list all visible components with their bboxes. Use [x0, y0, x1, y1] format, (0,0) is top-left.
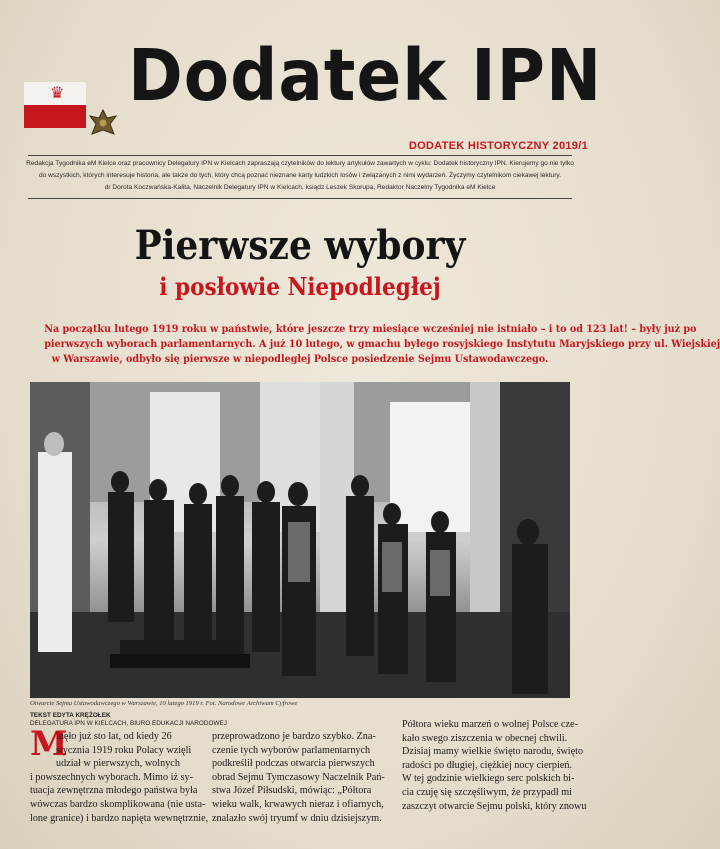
- lead-line: pierwszych wyborach parlamentarnych. A już 10 lutego, w gmachu byłego rosyjskiego Instytutu Maryjskiego przy ul. Wiejskiej: [44, 338, 720, 350]
- photo-caption: Otwarcie Sejmu Ustawodawczego w Warszawie, 10 lutego 1919 r. Fot. Narodowe Archiwum Cyfrowe: [30, 700, 298, 707]
- text-line: zaszczyt otwarcie Sejmu polski, który znowu: [402, 800, 587, 812]
- parliament-opening-photo: [30, 382, 570, 698]
- article-title: Pierwsze wybory: [134, 222, 466, 269]
- text-line: obrad Sejmu Tymczasowy Naczelnik Pań-: [212, 771, 385, 783]
- divider: [28, 155, 572, 156]
- text-line: czenie tych wyborów parlamentarnych: [212, 744, 371, 756]
- text-line: kało swego ziszczenia w obecnej chwili.: [402, 732, 568, 744]
- byline-author: TEKST EDYTA KRĘŻOŁEK: [30, 712, 111, 719]
- article-column-3: [402, 718, 587, 813]
- text-line: W tej godzinie wielkiego serc polskich bi-: [402, 773, 575, 785]
- text-line: lone granice) i bardzo napięta wewnętrznie,: [30, 812, 209, 824]
- eagle-emblem-icon: ♛: [50, 83, 65, 102]
- lead-line: w Warszawie, odbyło się pierwsze w niepodległej Polsce posiedzenie Sejmu Ustawodawczego.: [51, 353, 549, 365]
- military-eagle-badge-icon: [88, 108, 118, 142]
- text-line: Półtora wieku marzeń o wolnej Polsce cze-: [402, 719, 578, 730]
- issue-label: DODATEK HISTORYCZNY 2019/1: [408, 140, 588, 152]
- intro-line: Redakcja Tygodnika eM Kielce oraz pracownicy Delegatury IPN w Kielcach zapraszają czytelników do lektury artykułów zawartych w cyklu: Dodatek historyczny IPN. Kierujemy go nie tylko: [26, 160, 574, 167]
- text-line: cia czuję się szczęśliwym, że przypadł mi: [402, 786, 572, 798]
- text-line: udział w pierwszych, wolnych: [56, 758, 180, 770]
- text-line: stycznia 1919 roku Polacy wzięli: [56, 744, 192, 756]
- intro-line: do wszystkich, których interesuje historia, ale także do tych, który chcą poznać nieznane karty ludzkich losów i związanych z nimi wydarzeń. Życzymy czytelnikom ciekawej lektury.: [38, 172, 562, 179]
- archival-photo: [30, 382, 570, 698]
- article-lead: [22, 322, 720, 367]
- text-line: radości po długiej, ciężkiej nocy cierpień.: [402, 759, 573, 771]
- text-line: stwa Józef Piłsudski, mówiąc: „Półtora: [212, 785, 372, 797]
- text-line: podkreślił podczas otwarcia pierwszych: [212, 758, 375, 770]
- polish-flag-icon: [24, 82, 86, 128]
- article-column-2: [212, 730, 385, 825]
- text-line: i powszechnych wyborach. Mimo iż sy-: [30, 771, 193, 783]
- text-line: przeprowadzono je bardzo szybko. Zna-: [212, 731, 376, 742]
- text-line: wieku walk, krwawych nieraz i ofiarnych,: [212, 798, 384, 810]
- article-subtitle: i posłowie Niepodległej: [159, 272, 441, 301]
- text-line: inęło już sto lat, od kiedy 26: [56, 731, 172, 742]
- intro-signature: dr Dorota Koczwańska-Kalita, Naczelnik Delegatury IPN w Kielcach, ksiądz Leszek Skorupa, Redaktor Naczelny Tygodnika eM Kielce: [104, 184, 496, 191]
- article-column-1: [30, 730, 209, 825]
- text-line: znalazło swój tryumf w dniu dzisiejszym.: [212, 812, 382, 824]
- text-line: tuacja zewnętrzna młodego państwa była: [30, 785, 198, 797]
- lead-line: Na początku lutego 1919 roku w państwie, które jeszcze trzy miesiące wcześniej nie istniało – i to od 123 lat! – były już po: [44, 323, 697, 335]
- divider: [28, 198, 572, 199]
- drop-cap: M: [30, 724, 68, 764]
- text-line: wówczas bardzo skomplikowana (nie usta-: [30, 798, 206, 810]
- byline-affiliation: DELEGATURA IPN W KIELCACH, BIURO EDUKACJI NARODOWEJ: [30, 720, 227, 727]
- intro-note: [12, 158, 588, 194]
- masthead-title: Dodatek IPN: [128, 33, 603, 118]
- text-line: Dzisiaj mamy wielkie święto narodu, święto: [402, 746, 584, 758]
